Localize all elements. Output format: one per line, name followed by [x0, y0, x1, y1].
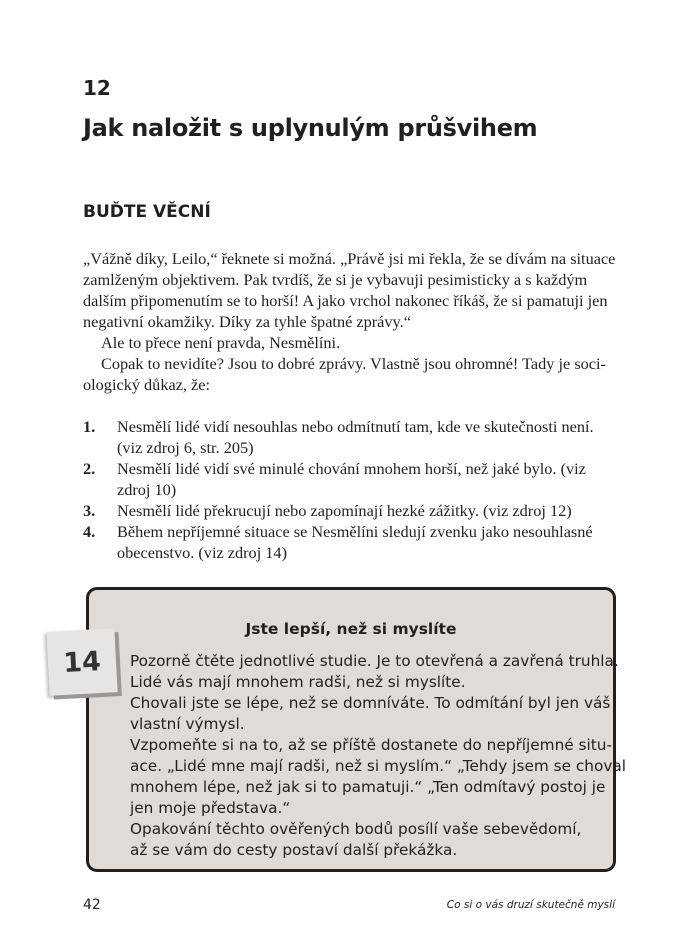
tip-line: Vzpomeňte si na to, až se příště dostanete do nepříjemné situ- [130, 736, 612, 754]
tip-box [86, 587, 627, 872]
list-item [83, 416, 618, 458]
list-number: 4. [83, 522, 96, 541]
tip-line: Chovali jste se lépe, než se domníváte. To odmítání byl jen váš [130, 694, 611, 712]
body-line: „Vážně díky, Leilo,“ řeknete si možná. „Právě jsi mi řekla, že se dívám na situace [83, 249, 616, 268]
list-number: 2. [83, 459, 96, 478]
list-line: obecenstvo. (viz zdroj 14) [117, 543, 287, 562]
tip-line: až se vám do cesty postaví další překážka. [130, 841, 458, 859]
body-line: Copak to nevidíte? Jsou to dobré zprávy. Vlastně jsou ohromné! Tady je soci- [101, 354, 606, 373]
list-item [83, 458, 618, 500]
tip-box-text [130, 651, 626, 861]
body-line: negativní okamžiky. Díky za tyhle špatné zprávy.“ [83, 312, 411, 331]
body-line: Ale to přece není pravda, Nesmělíni. [101, 333, 341, 352]
list-item [83, 500, 618, 521]
body-line: zamlženým objektivem. Pak tvrdíš, že si je vybavuji pesimisticky a s každým [83, 270, 588, 289]
body-line: ologický důkaz, že: [83, 375, 211, 394]
running-title: Co si o vás druzí skutečně myslí [446, 899, 615, 911]
body-line: dalším připomenutím se to horší! A jako vrchol nakonec říkáš, že si pamatuji jen [83, 291, 608, 310]
list-number: 1. [83, 417, 96, 436]
list-line: (viz zdroj 6, str. 205) [117, 438, 254, 457]
tip-line: jen moje představa.“ [130, 799, 291, 817]
list-line: Nesmělí lidé překrucují nebo zapomínají hezké zážitky. (viz zdroj 12) [117, 501, 572, 520]
evidence-list [83, 416, 618, 563]
list-line: zdroj 10) [117, 480, 177, 499]
list-number: 3. [83, 501, 96, 520]
tip-line: ace. „Lidé mne mají radši, než si myslím.“ „Tehdy jsem se choval [130, 757, 627, 775]
list-item [83, 521, 618, 563]
chapter-title: Jak naložit s uplynulým průšvihem [83, 114, 538, 142]
tip-line: Opakování těchto ověřených bodů posílí vaše sebevědomí, [130, 820, 582, 838]
tip-line: vlastní výmysl. [130, 715, 245, 733]
tip-box-title: Jste lepší, než si myslíte [245, 620, 457, 638]
tip-number-badge: 14 [46, 628, 117, 695]
section-heading: BUĎTE VĚCNÍ [83, 202, 211, 222]
body-text [83, 248, 618, 395]
page-number: 42 [83, 897, 101, 913]
tip-line: Pozorně čtěte jednotlivé studie. Je to otevřená a zavřená truhla. [130, 652, 619, 670]
tip-line: Lidé vás mají mnohem radši, než si myslíte. [130, 673, 466, 691]
chapter-number: 12 [83, 76, 111, 100]
list-line: Nesmělí lidé vidí nesouhlas nebo odmítnutí tam, kde ve skutečnosti není. [117, 417, 594, 436]
list-line: Během nepříjemné situace se Nesmělíni sledují zvenku jako nesouhlasné [117, 522, 593, 541]
list-line: Nesmělí lidé vidí své minulé chování mnohem horší, než jaké bylo. (viz [117, 459, 586, 478]
tip-line: mnohem lépe, než jak si to pamatuji.“ „Ten odmítavý postoj je [130, 778, 606, 796]
